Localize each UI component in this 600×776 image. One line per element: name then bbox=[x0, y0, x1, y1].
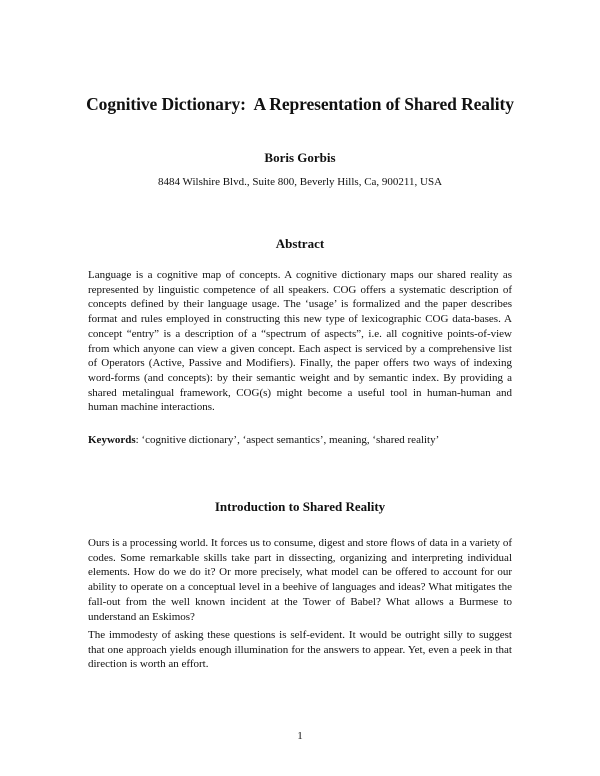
paper-title: Cognitive Dictionary: A Representation of Shared Reality bbox=[86, 94, 514, 114]
author-affiliation: 8484 Wilshire Blvd., Suite 800, Beverly Hills, Ca, 900211, USA bbox=[157, 176, 443, 188]
intro-paragraph-2: The immodesty of asking these questions is self-evident. It would be outright silly to suggest that one approach yields enough illumination for the answers to appear. Yet, even a peek in that direction is worth an effort. bbox=[88, 629, 512, 671]
keywords-label: Keywords bbox=[88, 434, 136, 446]
keywords-list: : ‘cognitive dictionary’, ‘aspect semantics’, meaning, ‘shared reality’ bbox=[135, 434, 440, 446]
abstract-heading: Abstract bbox=[275, 236, 325, 251]
author-name: Boris Gorbis bbox=[264, 150, 336, 165]
abstract-paragraph: Language is a cognitive map of concepts. A cognitive dictionary maps our shared reality as represented by linguistic competence of all speakers. COG offers a systematic description of concepts defined by their language usage. The ‘usage’ is formalized and the paper describes format and rules employed in constructing this new type of lexicographic COG data-bases. A concept “entry” is a description of a “spectrum of aspects”, i.e. all cognitive points-of-view from which anyone can view a given concept. Each aspect is serviced by a comprehensive list of Operators (Active, Passive and Modifiers). Finally, the paper offers two ways of indexing word-forms (and concepts): by their semantic weight and by semantic index. By providing a shared metalingual framework, COG(s) might become a useful tool in human-human and human machine interactions. bbox=[88, 269, 512, 414]
intro-paragraph-1: Ours is a processing world. It forces us to consume, digest and store flows of data in a variety of codes. Some remarkable skills take part in dissecting, organizing and interpreting individual elements. How do we do it? Or more precisely, what model can be offered to account for our ability to operate on a conceptual level in a beehive of languages and ideas? What mitigates the fall-out from the well known incident at the Tower of Babel? What allows a Burmese to understand an Eskimos? bbox=[88, 537, 512, 623]
intro-heading: Introduction to Shared Reality bbox=[214, 499, 386, 514]
page-number: 1 bbox=[297, 730, 303, 742]
keywords-line bbox=[88, 433, 512, 448]
